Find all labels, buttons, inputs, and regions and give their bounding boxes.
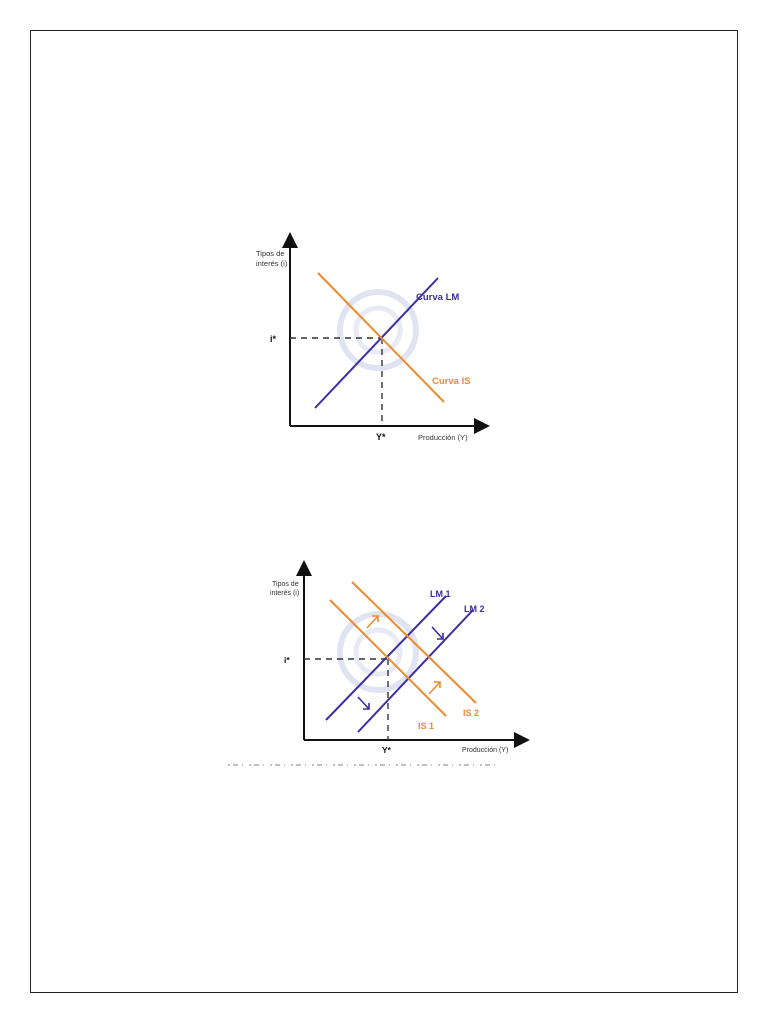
watermark-logo-1 (340, 292, 416, 368)
diagram-1 (256, 240, 482, 442)
i-star-label-1: i* (270, 334, 277, 344)
is1-label: IS 1 (418, 721, 435, 731)
lm2-label: LM 2 (464, 604, 485, 614)
lm1-label: LM 1 (430, 589, 451, 599)
is2-label: IS 2 (463, 708, 480, 718)
x-axis-label-1: Producción (Y) (418, 433, 468, 442)
y-axis-label-1b: interés (i) (256, 259, 288, 268)
y-star-label-2: Y* (382, 745, 391, 755)
y-axis-label-2b: interés (i) (270, 590, 300, 597)
shift-arrow-is-down-icon (429, 682, 440, 694)
y-axis-label-1a: Tipos de (256, 249, 285, 258)
y-axis-label-2a: Tipos de (272, 581, 299, 588)
lm-label-1: Curva LM (416, 292, 460, 303)
x-axis-label-2: Producción (Y) (462, 747, 509, 754)
shift-arrow-lm-right-icon (432, 627, 443, 639)
shift-arrow-lm-left-icon (358, 697, 369, 709)
y-star-label-1: Y* (376, 432, 386, 442)
watermark-logo-2 (340, 614, 416, 690)
i-star-label-2: i* (284, 655, 290, 665)
is-label-1: Curva IS (432, 376, 471, 387)
diagram-2 (228, 568, 522, 765)
